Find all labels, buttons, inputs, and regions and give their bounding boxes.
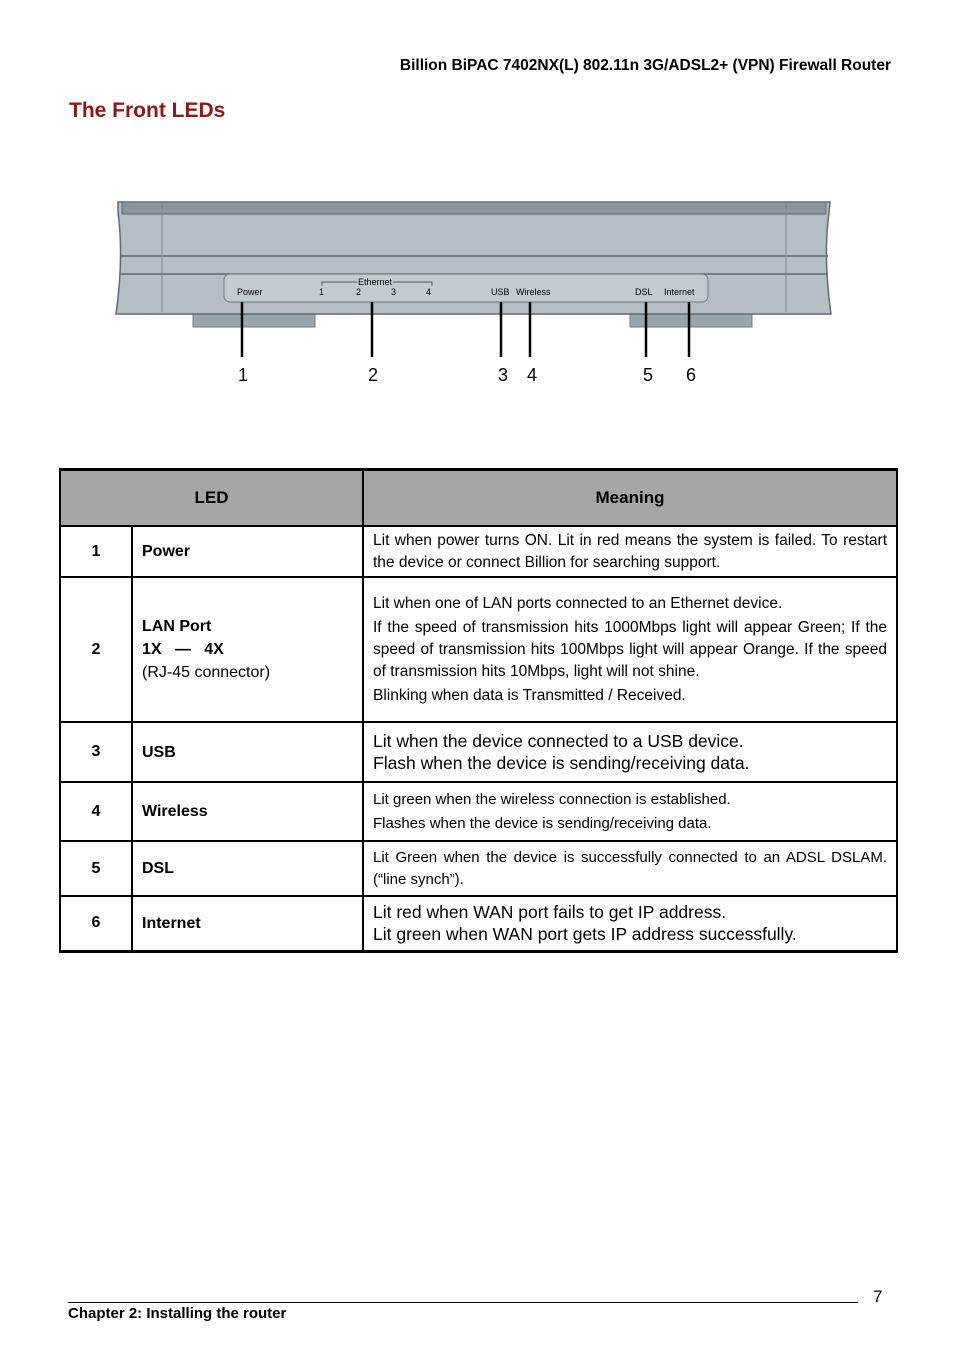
footer-rule — [68, 1302, 858, 1303]
meaning-text: Lit Green when the device is successfully connected to an ADSL DSLAM.(“line synch”). — [373, 848, 887, 888]
meaning-text: If the speed of transmission hits 1000Mbps light will appear Green; If the speed of transmission hits 100Mbps light will appear Orange. If the speed of transmission hits 10Mbps, light will not shine. — [373, 618, 887, 680]
row-number: 1 — [60, 526, 132, 577]
footer-chapter-title: Chapter 2: Installing the router — [68, 1305, 287, 1322]
led-meaning — [363, 841, 897, 896]
label-power: Power — [237, 287, 263, 297]
meaning-text: Lit green when WAN port gets IP address successfully. — [373, 924, 797, 945]
label-port-4: 4 — [426, 287, 432, 297]
section-heading: The Front LEDs — [69, 99, 226, 122]
label-port-1: 1 — [319, 287, 325, 297]
table-header-row — [60, 470, 897, 527]
led-name: LAN Port — [142, 618, 212, 635]
led-meaning — [363, 722, 897, 782]
label-ethernet: Ethernet — [358, 277, 393, 287]
row-number: 4 — [60, 782, 132, 841]
led-meaning — [363, 526, 897, 577]
table-row — [60, 782, 897, 841]
row-number: 6 — [60, 896, 132, 951]
led-name: Internet — [132, 896, 363, 951]
label-wireless: Wireless — [516, 287, 551, 297]
label-internet: Internet — [664, 287, 695, 297]
router-top-lid — [122, 202, 826, 214]
led-name: Power — [132, 526, 363, 577]
meaning-text: Lit green when the wireless connection is established. — [373, 790, 731, 808]
callout-number-3: 3 — [498, 365, 509, 385]
page-number: 7 — [873, 1287, 883, 1306]
label-usb: USB — [491, 287, 510, 297]
label-dsl: DSL — [635, 287, 653, 297]
led-meaning-table — [59, 468, 898, 953]
column-header-led: LED — [60, 470, 363, 527]
label-port-3: 3 — [391, 287, 397, 297]
led-name-cell — [132, 577, 363, 722]
callout-number-1: 1 — [238, 365, 249, 385]
router-front-panel-drawing — [110, 198, 840, 390]
led-name: Wireless — [132, 782, 363, 841]
row-number: 5 — [60, 841, 132, 896]
router-foot-right — [630, 313, 752, 327]
callout-number-6: 6 — [686, 365, 697, 385]
callout-number-5: 5 — [643, 365, 654, 385]
led-name-subtitle: (RJ-45 connector) — [142, 664, 271, 681]
table-row — [60, 526, 897, 577]
meaning-text: Lit when one of LAN ports connected to an Ethernet device. — [373, 594, 783, 612]
meaning-text: Blinking when data is Transmitted / Received. — [373, 686, 686, 704]
table-row — [60, 841, 897, 896]
meaning-text: Lit when the device connected to a USB device. — [373, 731, 744, 751]
router-foot-left — [193, 313, 315, 327]
callout-number-4: 4 — [527, 365, 538, 385]
label-port-2: 2 — [356, 287, 362, 297]
led-name: USB — [132, 722, 363, 782]
meaning-text: Flashes when the device is sending/receiving data. — [373, 814, 712, 832]
meaning-text: Lit red when WAN port fails to get IP address. — [373, 902, 727, 923]
table-row — [60, 577, 897, 722]
meaning-text: Flash when the device is sending/receiving data. — [373, 753, 750, 773]
table-row — [60, 896, 897, 951]
led-meaning — [363, 577, 897, 722]
table-row — [60, 722, 897, 782]
led-meaning — [363, 782, 897, 841]
led-meaning — [363, 896, 897, 951]
callout-number-2: 2 — [368, 365, 379, 385]
router-front-panel-figure — [110, 198, 840, 390]
column-header-meaning: Meaning — [363, 470, 897, 527]
meaning-text: Lit when power turns ON. Lit in red means the system is failed. To restart the device or connect Billion for searching support. — [373, 531, 887, 571]
row-number: 2 — [60, 577, 132, 722]
row-number: 3 — [60, 722, 132, 782]
led-name-range: 1X — 4X — [142, 641, 224, 658]
document-header-title: Billion BiPAC 7402NX(L) 802.11n 3G/ADSL2+ (VPN) Firewall Router — [399, 57, 891, 74]
led-name: DSL — [132, 841, 363, 896]
